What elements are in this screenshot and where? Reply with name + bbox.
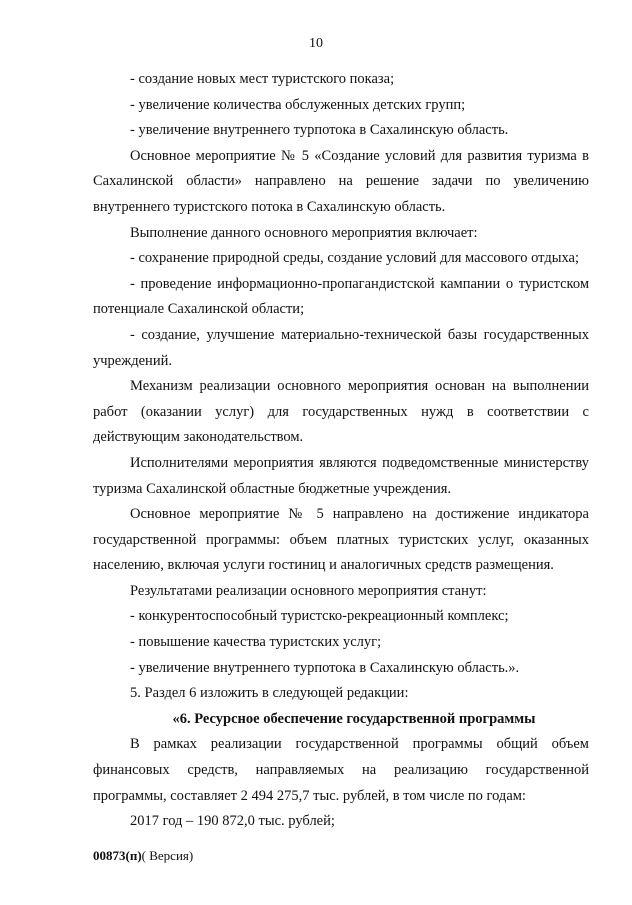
paragraph: Выполнение данного основного мероприятия включает: — [130, 224, 478, 241]
paragraph: Основное мероприятие № 5 направлено на достижение индикатора государственной программы: объем платных туристских услуг, оказанных населению, включая услуги гостиниц и аналогичных средств размещения. — [93, 506, 589, 574]
document-code: 00873(п) — [93, 848, 142, 863]
paragraph: - конкурентоспособный туристско-рекреационный комплекс; — [130, 608, 509, 625]
paragraph: В рамках реализации государственной программы общий объем финансовых средств, направляемых на реализацию государственной программы, составляет 2 494 275,7 тыс. рублей, в том числе по годам: — [93, 736, 589, 804]
paragraph: Исполнителями мероприятия являются подведомственные министерству туризма Сахалинской областные бюджетные учреждения. — [93, 454, 589, 497]
document-body — [93, 67, 589, 835]
paragraph: 5. Раздел 6 изложить в следующей редакции: — [130, 685, 409, 702]
paragraph: - создание новых мест туристского показа; — [130, 71, 395, 87]
paragraph: - увеличение внутреннего турпотока в Сахалинскую область.». — [130, 659, 520, 676]
paragraph: Основное мероприятие № 5 «Создание условий для развития туризма в Сахалинской области» направлено на решение задачи по увеличению внутреннего туристского потока в Сахалинскую область. — [93, 147, 589, 215]
paragraph: - создание, улучшение материально-технической базы государственных учреждений. — [93, 326, 589, 369]
paragraph: Механизм реализации основного мероприятия основан на выполнении работ (оказании услуг) для государственных нужд в соответствии с действующим законодательством. — [93, 378, 589, 446]
document-footer — [93, 848, 193, 864]
paragraph: Результатами реализации основного мероприятия станут: — [130, 582, 487, 599]
document-version: ( Версия) — [141, 848, 194, 863]
paragraph: - проведение информационно-пропагандистской кампании о туристском потенциале Сахалинской области; — [93, 275, 589, 318]
paragraph: - увеличение количества обслуженных детских групп; — [130, 96, 466, 113]
section-heading: «6. Ресурсное обеспечение государственной программы — [172, 710, 536, 727]
paragraph: - сохранение природной среды, создание условий для массового отдыха; — [130, 250, 579, 267]
paragraph: - увеличение внутреннего турпотока в Сахалинскую область. — [130, 122, 509, 139]
paragraph: - повышение качества туристских услуг; — [130, 634, 382, 651]
paragraph: 2017 год – 190 872,0 тыс. рублей; — [130, 813, 335, 830]
page-number: 10 — [309, 36, 323, 51]
